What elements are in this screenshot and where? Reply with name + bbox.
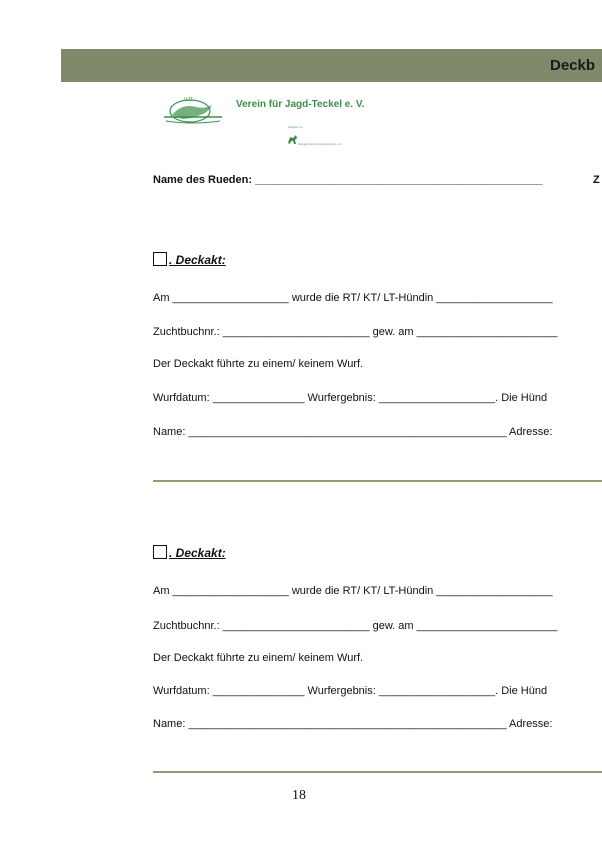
section-2-checkbox[interactable]	[153, 545, 167, 559]
section-2-name-line: Name: ____________________________________________________ Adresse:	[153, 718, 553, 730]
section-2-wurfdatum-line: Wurfdatum: _______________ Wurfergebnis: ___________________. Die Hünd	[153, 685, 548, 697]
section-1-separator	[153, 480, 602, 482]
club-logo	[160, 95, 390, 155]
section-2-am-line: Am ___________________ wurde die RT/ KT/ LT-Hündin ___________________	[153, 585, 553, 597]
section-1-wurfdatum-line: Wurfdatum: _______________ Wurfergebnis: ___________________. Die Hünd	[153, 392, 548, 404]
rueden-name-field: Name des Rueden: _______________________________________________	[153, 174, 543, 186]
club-emblem-icon	[162, 95, 224, 127]
section-1-title: . Deckakt:	[169, 253, 226, 267]
section-1-name-line: Name: ____________________________________________________ Adresse:	[153, 426, 553, 438]
section-2-zuchtbuch-line: Zuchtbuchnr.: ________________________ gew. am _______________________	[153, 620, 558, 632]
page-number: 18	[292, 788, 306, 803]
page-title: Deckb	[550, 57, 596, 74]
section-2-separator	[153, 771, 602, 773]
section-1-am-line: Am ___________________ wurde die RT/ KT/ LT-Hündin ___________________	[153, 292, 553, 304]
rueden-right-cut: Z	[593, 174, 600, 186]
emblem-text: VJT	[184, 97, 193, 103]
logo-subtext-2: Jagdgebrauchshundverband e.V.	[298, 142, 342, 146]
section-1-heading	[153, 252, 226, 267]
club-name: Verein für Jagd-Teckel e. V.	[236, 99, 365, 110]
section-2-title: . Deckakt:	[169, 546, 226, 560]
section-1-deckakt-line: Der Deckakt führte zu einem/ keinem Wurf.	[153, 358, 364, 370]
header-band	[61, 49, 602, 82]
section-1-zuchtbuch-line: Zuchtbuchnr.: ________________________ gew. am _______________________	[153, 326, 558, 338]
section-2-deckakt-line: Der Deckakt führte zu einem/ keinem Wurf.	[153, 652, 364, 664]
logo-subtext: Mitglied im	[288, 125, 303, 129]
section-2-heading	[153, 545, 226, 560]
section-1-checkbox[interactable]	[153, 252, 167, 266]
